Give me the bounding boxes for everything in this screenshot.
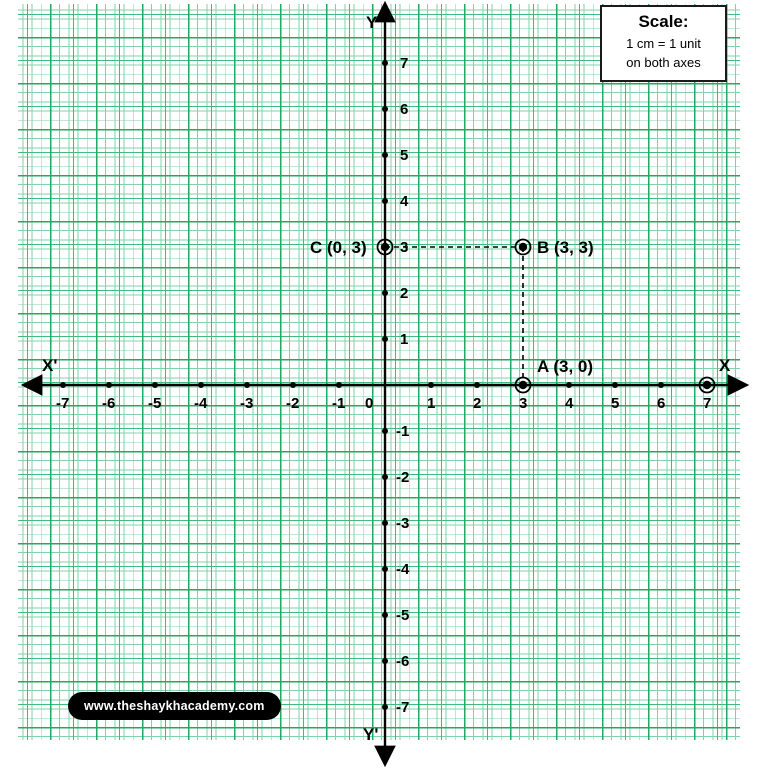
y-tick-label--3: -3: [396, 515, 410, 532]
y-tick-label--6: -6: [396, 653, 410, 670]
y-tick-label-4: 4: [400, 193, 409, 210]
y-tick-label-5: 5: [400, 147, 409, 164]
y-tick-label-2: 2: [400, 285, 409, 302]
x-tick-label--6: -6: [102, 395, 116, 412]
x-tick-label-6: 6: [657, 395, 666, 412]
point-label-a: A (3, 0): [537, 357, 594, 376]
scale-title: Scale:: [638, 12, 689, 31]
watermark-url: www.theshaykhacademy.com: [68, 692, 281, 720]
x-tick-label--3: -3: [240, 395, 254, 412]
x-tick-label--7: -7: [56, 395, 70, 412]
scale-legend-box: [600, 5, 727, 82]
x-tick-label--2: -2: [286, 395, 300, 412]
axis-label-y-positive: Y: [366, 13, 378, 32]
x-tick-label--5: -5: [148, 395, 162, 412]
x-tick-label--1: -1: [332, 395, 346, 412]
y-tick-label--2: -2: [396, 469, 410, 486]
x-tick-label-1: 1: [427, 395, 436, 412]
y-tick-label--5: -5: [396, 607, 410, 624]
point-label-b: B (3, 3): [537, 238, 594, 257]
point-label-c: C (0, 3): [310, 238, 367, 257]
y-tick-label-3: 3: [400, 239, 409, 256]
x-tick-label-3: 3: [519, 395, 528, 412]
y-tick-label--7: -7: [396, 699, 410, 716]
y-tick-label-6: 6: [400, 101, 409, 118]
y-tick-label--4: -4: [396, 561, 410, 578]
x-tick-label-7: 7: [703, 395, 712, 412]
point-marker-b[interactable]: [516, 240, 531, 255]
axis-label-x-negative: X': [42, 356, 58, 375]
x-tick-label-4: 4: [565, 395, 574, 412]
x-tick-label-0: 0: [365, 395, 374, 412]
x-tick-label-2: 2: [473, 395, 482, 412]
axis-label-y-negative: Y': [363, 725, 379, 744]
x-tick-label-5: 5: [611, 395, 620, 412]
scale-line-2: on both axes: [626, 54, 701, 70]
y-tick-label--1: -1: [396, 423, 410, 440]
x-tick-label--4: -4: [194, 395, 208, 412]
scale-line-1: 1 cm = 1 unit: [626, 36, 701, 51]
y-tick-label-7: 7: [400, 55, 409, 72]
y-tick-label-1: 1: [400, 331, 409, 348]
axis-label-x-positive: X: [719, 356, 731, 375]
